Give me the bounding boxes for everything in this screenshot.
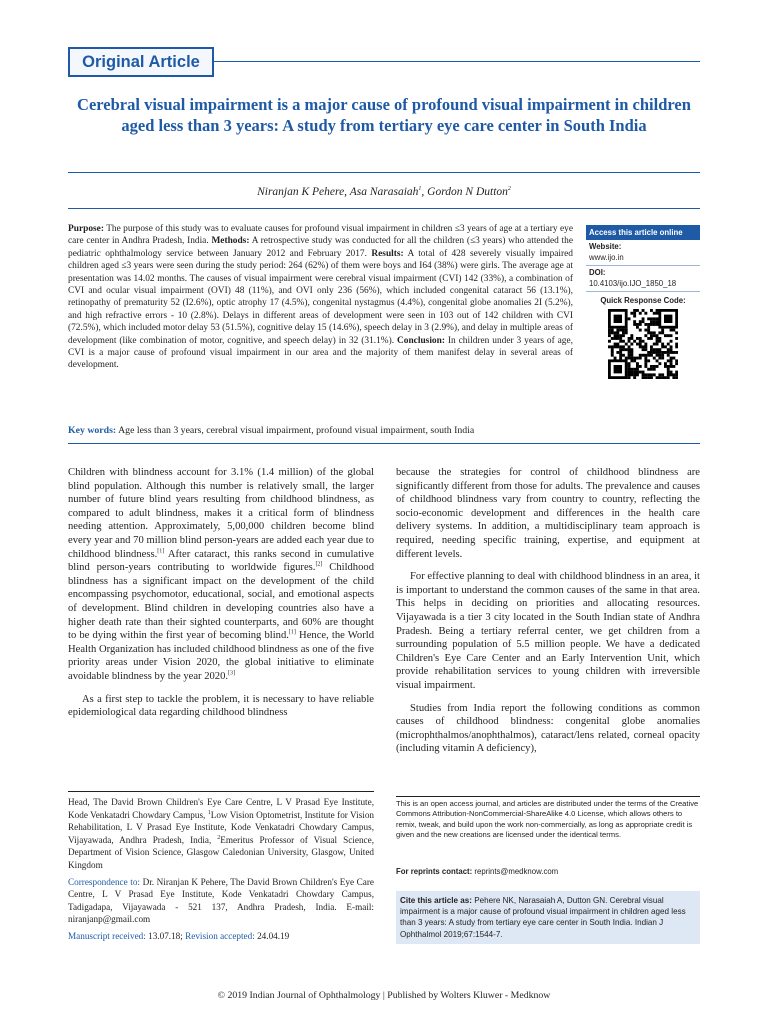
abstract-results: A total of 428 severely visually impaired children aged ≤3 years were seen during the study period: 264 (62%) of them were boys and I64 (38%) were girls. The average age at presentation was 14.02 months. The causes of visual impairment were cerebral visual impairment (CVI) 142 (33%), a combination of CVI and ocular visual impairment (OVI) 48 (11%), and OVI only 236 (56%), which included congenital cataract 56 (13.1%), retinopathy of prematurity 52 (I2.6%), optic atrophy 17 (4.5%), congenital nystagmus (4.4%), congenital globe anomalies 2I (5.2%), and high refractive errors - 10 (2.8%). Delays in different areas of development were seen in 103 out of 142 children with CVI (72.5%), which included motor delay 53 (51.5%), cognitive delay 15 (14.6%), speech delay in 3 (2.9%), and delay in multiple areas of development (like combination of motor, cognitive, and speech delay) in 32 (31.1%).	[68, 248, 573, 346]
author-name: Asa Narasaiah	[349, 186, 419, 198]
affiliations	[68, 796, 374, 943]
correspondence-label: Correspondence to:	[68, 876, 140, 887]
body-paragraph	[68, 466, 374, 684]
abstract-purpose: The purpose of this study was to evaluate causes for profound visual impairment in children ≤3 years of age at a tertiary eye care center in Andhra Pradesh, India.	[68, 224, 573, 247]
manuscript-dates	[68, 930, 374, 943]
author-affil-sup: 2	[507, 186, 511, 193]
body-paragraph: For effective planning to deal with childhood blindness in an area, it is important to understand the common causes of the same in that area. This helps in deciding on priorities and allocating resources. Vijayawada is a tier 3 city located in the South Indian state of Andhra Pradesh. Being a tertiary referral center, we get children from a surrounding population of 5.5 million people. We have a dedicated Children's Eye Care Center and an Early Intervention Unit, which provide rehabilitation services to young children with irreversible visual impairment.	[396, 571, 700, 691]
author-name: Gordon N Dutton	[427, 186, 508, 198]
abstract-conclusion: In children under 3 years of age, CVI is a major cause of profound visual impairment in our area and the majority of them manifest delay in several areas of development.	[68, 335, 573, 371]
author-list: Niranjan K Pehere, Asa Narasaiah$^1$, Gordon N Dutton$^2$	[257, 186, 511, 198]
abstract-purpose-label: Purpose:	[68, 224, 104, 234]
footnote-rule	[68, 791, 374, 792]
body-text: Childhood blindness has a significant impact on the development of the child encompassing psychomotor, educational, social, and emotional aspects of development. Blind children in developing countries also have a higher death rate than their sighted counterparts, and 60% are thought to be dying within the first year of becoming blind.	[68, 562, 374, 642]
abstract	[68, 223, 573, 372]
access-box	[586, 225, 700, 379]
received-date: 13.07.18	[148, 930, 181, 941]
citation-box	[396, 891, 700, 944]
keywords-text: Age less than 3 years, cerebral visual impairment, profound visual impairment, south India	[118, 425, 475, 436]
citation-ref[interactable]: [1]	[157, 548, 165, 555]
qr-code-icon[interactable]	[608, 309, 678, 379]
cite-label: Cite this article as:	[400, 896, 472, 905]
abstract-conclusion-label: Conclusion:	[397, 335, 445, 346]
affil-sup: 2	[217, 834, 221, 841]
article-title: Cerebral visual impairment is a major cause of profound visual impairment in children aged less than 3 years: A study from tertiary eye care center in South India	[77, 95, 691, 135]
reprints-email[interactable]: reprints@medknow.com	[474, 867, 559, 876]
cite-text: Pehere NK, Narasaiah A, Dutton GN. Cerebral visual impairment is a major cause of profound visual impairment in children aged less than 3 years: A study from tertiary eye care center in South India. Indian J Ophthalmol 2019;67:1544-7.	[400, 896, 686, 939]
body-text: Hence, the World Health Organization has included childhood blindness as one of the five priority areas under Vision 2020, the global initiative to eliminate avoidable blindness by the year 2020.	[68, 630, 374, 682]
affiliation-part: Low Vision Optometrist, Institute for Vision Rehabilitation, L V Prasad Eye Institute, Kode Venkatadri Chowdary Campus, Vijayawada, Andhra Pradesh, India,	[68, 809, 375, 845]
citation-ref[interactable]: [1]	[288, 629, 296, 636]
keywords	[68, 425, 700, 436]
body-paragraph: because the strategies for control of childhood blindness are significantly different from those for adults. The prevalence and causes of childhood blindness vary from country to country, reflecting the socio-economic development and differences in the health care delivery systems. In addition, a multidisciplinary team approach is required, needing specific training, expertise, and equipment at different levels.	[396, 467, 700, 560]
affil-sup: 1	[207, 809, 211, 816]
abstract-methods-label: Methods:	[211, 236, 250, 247]
body-paragraph: As a first step to tackle the problem, it is necessary to have reliable epidemiological data regarding childhood blindness	[68, 693, 374, 719]
title-rule	[68, 172, 700, 173]
citation-ref[interactable]: [3]	[228, 670, 236, 677]
article-type-badge: Original Article	[68, 47, 214, 77]
body-paragraph: Studies from India report the following conditions as common causes of childhood blindness: congenital globe anomalies (microphthalmos/anophthalmos), cataract/lens related, corneal opacity (including vitamin A deficiency),	[396, 702, 700, 755]
header-rule	[214, 61, 700, 62]
reprints	[396, 867, 700, 876]
body-text: Children with blindness account for 3.1% (1.4 million) of the global blind population. Although this number is relatively small, the larger number of future blind years resulting from childhood blindness, as compared to adult blindness, makes it a critical form of blindness needing attention. Approximately, 5,00,000 children become blind every year and 70 million blind person-years are added each year due to childhood blindness.	[68, 467, 374, 560]
affiliation-part: Emeritus Professor of Visual Science, Department of Vision Science, Glasgow Caledonian University, Glasgow, United Kingdom	[68, 834, 374, 870]
website-link[interactable]: www.ijo.in	[589, 252, 624, 262]
keywords-rule	[68, 443, 700, 444]
access-box-header: Access this article online	[586, 225, 700, 240]
body-text: After cataract, this ranks second in cumulative blind person-years contributing to worldwide figures.	[68, 548, 374, 574]
affiliation-text	[68, 796, 374, 872]
abstract-methods: A retrospective study was conducted for all the children (≤3 years) who attended the pediatric ophthalmology service between January 2012 and February 2017.	[68, 236, 573, 259]
accepted-label: Revision accepted:	[185, 930, 255, 941]
qr-label: Quick Response Code:	[600, 296, 686, 305]
received-label: Manuscript received:	[68, 930, 146, 941]
abstract-results-label: Results:	[371, 248, 404, 259]
footnote-rule	[396, 796, 700, 797]
body-column-right	[396, 466, 700, 765]
correspondence-text: Dr. Niranjan K Pehere, The David Brown Children's Eye Care Centre, L V Prasad Eye Institute, Kode Venkatadri Chowdary Campus, Tadigadapa, Vijayawada - 521 137, Andhra Pradesh, India. E-mail: niranjanp@gmail.com	[68, 876, 374, 925]
author-rule	[68, 208, 700, 209]
correspondence	[68, 876, 374, 926]
doi-label: DOI:	[589, 268, 606, 277]
page-footer: © 2019 Indian Journal of Ophthalmology | Published by Wolters Kluwer - Medknow	[217, 990, 551, 1001]
license-notice: This is an open access journal, and articles are distributed under the terms of the Creative Commons Attribution-NonCommercial-ShareAlike 4.0 License, which allows others to remix, tweak, and build upon the work non-commercially, as long as appropriate credit is given and the new creations are licensed under the identical terms.	[396, 799, 699, 839]
author-affil-sup: 1	[418, 186, 422, 193]
author-name: Niranjan K Pehere	[257, 186, 345, 198]
website-label: Website:	[589, 242, 622, 251]
date-separator: ;	[180, 930, 183, 941]
citation-ref[interactable]: [2]	[315, 561, 323, 568]
reprints-label: For reprints contact:	[396, 867, 473, 876]
body-column-left	[68, 466, 374, 729]
keywords-label: Key words:	[68, 425, 117, 436]
doi-section	[586, 266, 700, 292]
website-section	[586, 240, 700, 266]
doi-link[interactable]: 10.4103/ijo.IJO_1850_18	[589, 278, 677, 288]
accepted-date: 24.04.19	[257, 930, 290, 941]
affiliation-part: Head, The David Brown Children's Eye Care Centre, L V Prasad Eye Institute, Kode Venkatadri Chowdary Campus,	[68, 797, 374, 820]
